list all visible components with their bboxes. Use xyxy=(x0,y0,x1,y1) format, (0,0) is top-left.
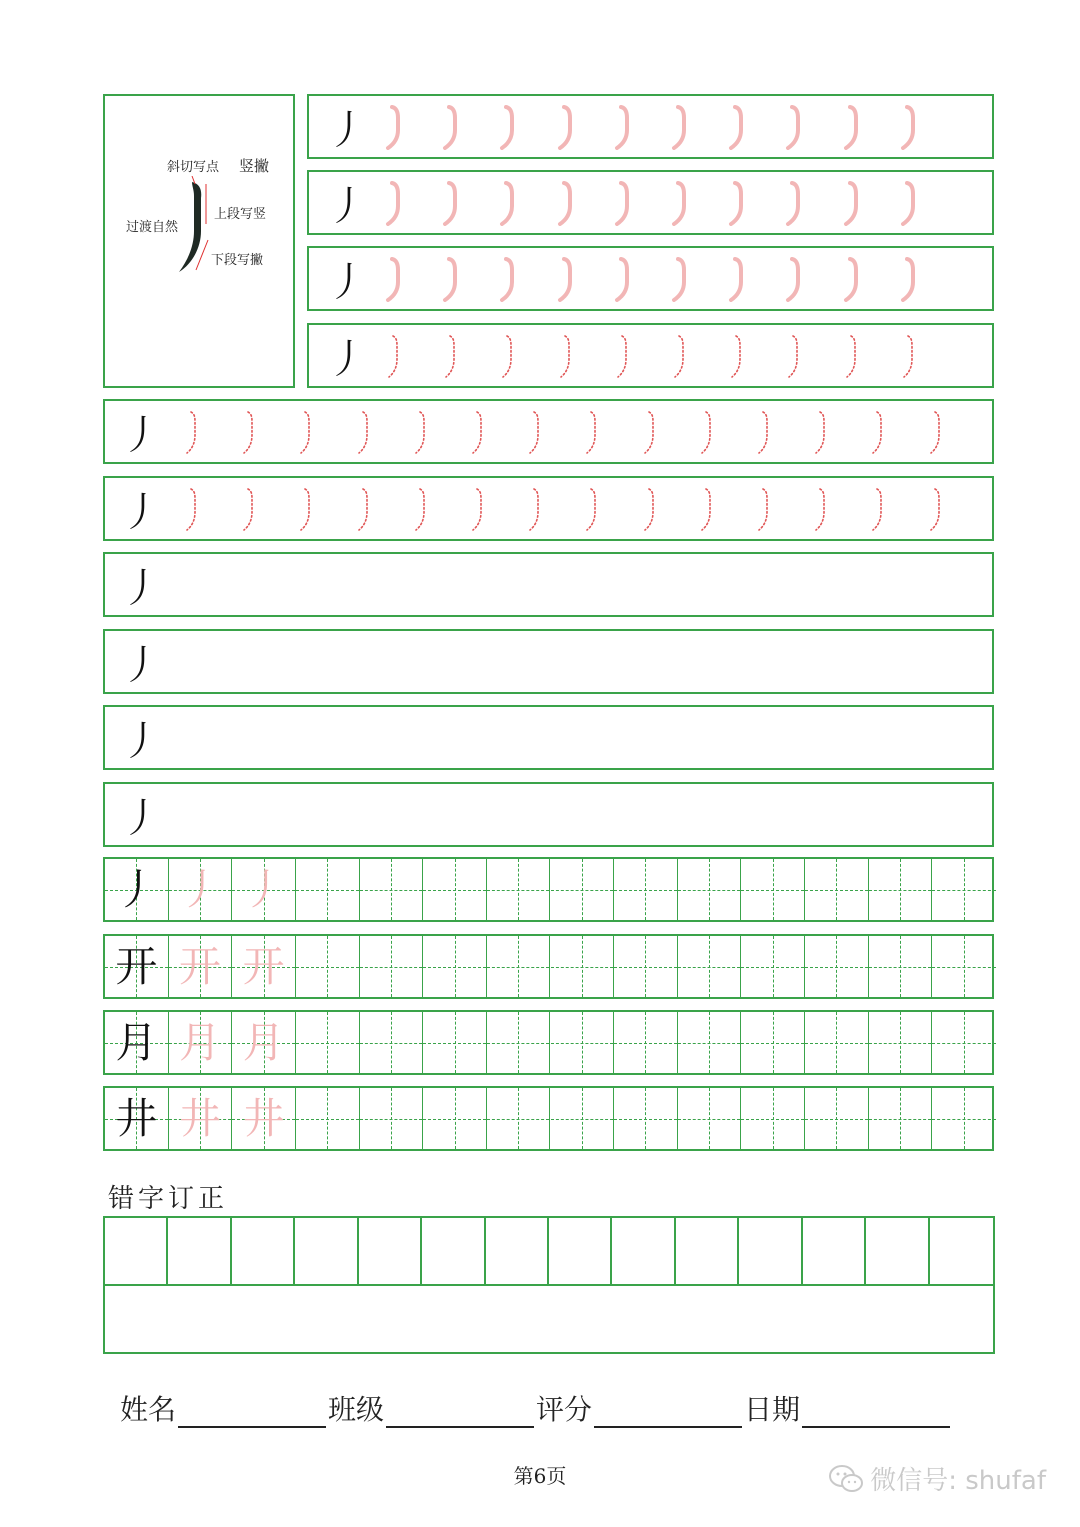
grid-guide-horizontal xyxy=(741,890,804,891)
grid-cell[interactable] xyxy=(614,1088,678,1149)
grid-guide-horizontal xyxy=(551,1043,614,1044)
grid-guide-horizontal xyxy=(423,1043,486,1044)
grid-guide-horizontal xyxy=(614,967,677,968)
trace-stroke xyxy=(900,104,920,150)
grid-cell[interactable] xyxy=(869,1012,933,1073)
correction-cell[interactable] xyxy=(739,1218,802,1284)
grid-cell[interactable] xyxy=(741,1012,805,1073)
grid-guide-horizontal xyxy=(741,1043,804,1044)
trace-stroke xyxy=(355,409,375,455)
grid-guide-horizontal xyxy=(805,890,868,891)
trace-stroke xyxy=(900,180,920,226)
stroke-row-7 xyxy=(103,552,994,617)
trace-stroke xyxy=(927,409,947,455)
date-label: 日期 xyxy=(744,1393,801,1426)
trace-stroke xyxy=(671,256,691,302)
grid-cell[interactable] xyxy=(741,936,805,997)
correction-cell[interactable] xyxy=(803,1218,866,1284)
grid-cell[interactable] xyxy=(869,936,933,997)
grid-cell[interactable] xyxy=(232,936,296,997)
grid-cell[interactable] xyxy=(932,1088,996,1149)
grid-guide-horizontal xyxy=(296,967,359,968)
grid-cell[interactable] xyxy=(869,859,933,920)
grid-cell[interactable] xyxy=(105,1012,169,1073)
trace-stroke xyxy=(728,180,748,226)
trace-stroke xyxy=(698,486,718,532)
grid-cell[interactable] xyxy=(232,1088,296,1149)
correction-cell[interactable] xyxy=(930,1218,993,1284)
trace-stroke xyxy=(869,486,889,532)
trace-stroke xyxy=(900,256,920,302)
grid-cell[interactable] xyxy=(741,859,805,920)
grid-cell[interactable] xyxy=(169,859,233,920)
trace-stroke xyxy=(526,409,546,455)
grid-cell[interactable] xyxy=(423,1088,487,1149)
trace-stroke xyxy=(557,180,577,226)
stroke-row-10 xyxy=(103,782,994,847)
date-field[interactable] xyxy=(744,1388,952,1428)
correction-cell[interactable] xyxy=(295,1218,358,1284)
trace-stroke xyxy=(183,409,203,455)
grid-cell[interactable] xyxy=(487,1012,551,1073)
trace-stroke xyxy=(812,486,832,532)
trace-stroke xyxy=(385,256,405,302)
trace-stroke xyxy=(526,486,546,532)
grid-guide-horizontal xyxy=(869,890,932,891)
correction-cell[interactable] xyxy=(676,1218,739,1284)
correction-cell[interactable] xyxy=(612,1218,675,1284)
grid-cell[interactable] xyxy=(678,1012,742,1073)
trace-stroke xyxy=(499,256,519,302)
trace-stroke xyxy=(728,104,748,150)
grid-guide-horizontal xyxy=(551,967,614,968)
trace-stroke xyxy=(469,409,489,455)
grid-cell[interactable] xyxy=(296,936,360,997)
trace-stroke xyxy=(671,180,691,226)
grid-guide-horizontal xyxy=(932,1043,996,1044)
trace-character: 开 xyxy=(242,941,285,991)
grid-cell[interactable] xyxy=(487,936,551,997)
trace-stroke xyxy=(614,104,634,150)
grid-cell[interactable] xyxy=(805,936,869,997)
trace-stroke xyxy=(499,333,519,379)
trace-stroke xyxy=(728,256,748,302)
trace-stroke xyxy=(785,180,805,226)
trace-stroke xyxy=(755,409,775,455)
trace-stroke xyxy=(785,333,805,379)
grid-cell[interactable] xyxy=(360,936,424,997)
grid-cell[interactable] xyxy=(551,1088,615,1149)
grid-guide-horizontal xyxy=(551,1119,614,1120)
grid-cell[interactable] xyxy=(614,859,678,920)
grid-cell[interactable] xyxy=(105,1088,169,1149)
grid-guide-horizontal xyxy=(423,890,486,891)
grid-cell[interactable] xyxy=(932,859,996,920)
grid-guide-horizontal xyxy=(678,1119,741,1120)
grid-cell[interactable] xyxy=(296,1012,360,1073)
trace-character: 丿 xyxy=(242,864,285,914)
trace-stroke xyxy=(843,256,863,302)
note-transition: 过渡自然 xyxy=(126,220,179,235)
name-field[interactable] xyxy=(120,1388,328,1428)
char-grid-row-4 xyxy=(103,1086,994,1151)
grid-cell[interactable] xyxy=(423,859,487,920)
grid-guide-horizontal xyxy=(678,1043,741,1044)
grid-guide-horizontal xyxy=(678,967,741,968)
stroke-row-6 xyxy=(103,476,994,541)
grid-guide-horizontal xyxy=(805,1043,868,1044)
stroke-row-9 xyxy=(103,705,994,770)
grid-cell[interactable] xyxy=(487,1088,551,1149)
char-grid-row-1 xyxy=(103,857,994,922)
grid-cell[interactable] xyxy=(105,859,169,920)
stroke-row-1 xyxy=(307,94,994,159)
correction-cell[interactable] xyxy=(232,1218,295,1284)
trace-stroke xyxy=(297,409,317,455)
grid-guide-horizontal xyxy=(805,967,868,968)
grid-guide-horizontal xyxy=(614,1119,677,1120)
trace-stroke xyxy=(614,256,634,302)
model-character: 月 xyxy=(115,1017,158,1067)
trace-stroke xyxy=(812,409,832,455)
char-grid-row-2 xyxy=(103,934,994,999)
trace-stroke xyxy=(240,409,260,455)
class-blank[interactable] xyxy=(386,1396,534,1428)
grid-cell[interactable] xyxy=(487,859,551,920)
grid-cell[interactable] xyxy=(105,936,169,997)
trace-stroke xyxy=(614,180,634,226)
grid-cell[interactable] xyxy=(296,859,360,920)
trace-stroke xyxy=(843,333,863,379)
stroke-row-3 xyxy=(307,246,994,311)
trace-stroke xyxy=(671,333,691,379)
trace-stroke xyxy=(641,486,661,532)
trace-character: 月 xyxy=(178,1017,221,1067)
trace-character: 井 xyxy=(242,1093,285,1143)
trace-stroke xyxy=(557,256,577,302)
trace-stroke xyxy=(583,486,603,532)
trace-stroke xyxy=(442,104,462,150)
student-info-fields xyxy=(120,1388,952,1428)
grid-cell[interactable] xyxy=(678,859,742,920)
correction-cell[interactable] xyxy=(866,1218,929,1284)
model-stroke: 丿 xyxy=(121,565,161,611)
model-stroke: 丿 xyxy=(121,489,161,535)
grid-guide-horizontal xyxy=(296,1119,359,1120)
grid-cell[interactable] xyxy=(551,1012,615,1073)
class-field[interactable] xyxy=(328,1388,536,1428)
stroke-row-2 xyxy=(307,170,994,235)
grid-cell[interactable] xyxy=(360,1088,424,1149)
grid-guide-horizontal xyxy=(869,1043,932,1044)
date-blank[interactable] xyxy=(802,1396,950,1428)
grid-guide-horizontal xyxy=(487,890,550,891)
stroke-reference-box xyxy=(103,94,295,388)
trace-stroke xyxy=(183,486,203,532)
grid-guide-horizontal xyxy=(932,1119,996,1120)
grid-cell[interactable] xyxy=(423,936,487,997)
trace-stroke xyxy=(843,104,863,150)
class-label: 班级 xyxy=(328,1393,385,1426)
grid-cell[interactable] xyxy=(169,936,233,997)
grid-cell[interactable] xyxy=(551,936,615,997)
trace-stroke xyxy=(698,409,718,455)
trace-stroke xyxy=(557,104,577,150)
model-stroke: 丿 xyxy=(121,718,161,764)
char-grid-row-3 xyxy=(103,1010,994,1075)
trace-stroke xyxy=(785,104,805,150)
trace-stroke xyxy=(469,486,489,532)
page-number: 第6页 xyxy=(513,1464,567,1488)
trace-stroke xyxy=(641,409,661,455)
trace-stroke xyxy=(385,333,405,379)
grid-cell[interactable] xyxy=(805,859,869,920)
trace-stroke xyxy=(900,333,920,379)
model-stroke: 丿 xyxy=(121,795,161,841)
trace-stroke xyxy=(671,104,691,150)
grid-cell[interactable] xyxy=(360,859,424,920)
grid-guide-horizontal xyxy=(932,890,996,891)
trace-stroke xyxy=(785,256,805,302)
grid-guide-horizontal xyxy=(360,1043,423,1044)
grid-guide-horizontal xyxy=(360,967,423,968)
correction-cell[interactable] xyxy=(105,1218,168,1284)
grid-guide-horizontal xyxy=(423,967,486,968)
note-upper-vertical: 上段写竖 xyxy=(214,207,267,222)
score-blank[interactable] xyxy=(594,1396,742,1428)
trace-stroke xyxy=(442,180,462,226)
trace-character: 开 xyxy=(178,941,221,991)
trace-stroke xyxy=(297,486,317,532)
trace-character: 井 xyxy=(178,1093,221,1143)
trace-stroke xyxy=(412,409,432,455)
trace-stroke xyxy=(927,486,947,532)
name-blank[interactable] xyxy=(178,1396,326,1428)
grid-guide-horizontal xyxy=(487,967,550,968)
grid-guide-horizontal xyxy=(741,1119,804,1120)
stroke-row-8 xyxy=(103,629,994,694)
grid-guide-horizontal xyxy=(487,1119,550,1120)
grid-cell[interactable] xyxy=(805,1012,869,1073)
model-stroke: 丿 xyxy=(327,183,367,229)
correction-cell[interactable] xyxy=(549,1218,612,1284)
grid-cell[interactable] xyxy=(551,859,615,920)
correction-cell[interactable] xyxy=(486,1218,549,1284)
model-character: 井 xyxy=(115,1093,158,1143)
grid-cell[interactable] xyxy=(232,1012,296,1073)
model-stroke: 丿 xyxy=(327,107,367,153)
grid-guide-horizontal xyxy=(360,1119,423,1120)
trace-stroke xyxy=(557,333,577,379)
stroke-name: 竖撇 xyxy=(239,157,270,175)
watermark xyxy=(828,1460,1046,1497)
grid-guide-horizontal xyxy=(614,1043,677,1044)
correction-title: 错字订正 xyxy=(108,1184,229,1214)
score-field[interactable] xyxy=(536,1388,744,1428)
correction-cell[interactable] xyxy=(422,1218,485,1284)
correction-cell[interactable] xyxy=(359,1218,422,1284)
grid-guide-horizontal xyxy=(551,890,614,891)
grid-cell[interactable] xyxy=(360,1012,424,1073)
grid-cell[interactable] xyxy=(678,936,742,997)
brush-stroke-diagram xyxy=(170,176,215,276)
model-character: 开 xyxy=(115,941,158,991)
grid-guide-horizontal xyxy=(869,967,932,968)
trace-stroke xyxy=(728,333,748,379)
trace-stroke xyxy=(240,486,260,532)
grid-guide-horizontal xyxy=(487,1043,550,1044)
trace-stroke xyxy=(355,486,375,532)
trace-stroke xyxy=(442,256,462,302)
trace-stroke xyxy=(614,333,634,379)
trace-stroke xyxy=(499,104,519,150)
grid-cell[interactable] xyxy=(169,1088,233,1149)
model-character: 丿 xyxy=(115,864,158,914)
note-slant-cut: 斜切写点 xyxy=(167,160,220,175)
grid-cell[interactable] xyxy=(614,1012,678,1073)
grid-guide-horizontal xyxy=(360,890,423,891)
grid-cell[interactable] xyxy=(678,1088,742,1149)
trace-stroke xyxy=(385,180,405,226)
trace-stroke xyxy=(442,333,462,379)
trace-stroke xyxy=(412,486,432,532)
trace-stroke xyxy=(583,409,603,455)
trace-stroke xyxy=(499,180,519,226)
model-stroke: 丿 xyxy=(121,642,161,688)
correction-notes-box xyxy=(103,1284,995,1354)
correction-cell[interactable] xyxy=(168,1218,231,1284)
trace-stroke xyxy=(869,409,889,455)
grid-guide-horizontal xyxy=(296,1043,359,1044)
grid-cell[interactable] xyxy=(169,1012,233,1073)
wechat-icon xyxy=(828,1464,864,1494)
correction-cells xyxy=(103,1216,995,1286)
grid-cell[interactable] xyxy=(741,1088,805,1149)
grid-cell[interactable] xyxy=(932,936,996,997)
score-label: 评分 xyxy=(536,1393,593,1426)
model-stroke: 丿 xyxy=(327,259,367,305)
watermark-text: 微信号: shufaf xyxy=(870,1466,1046,1496)
trace-stroke xyxy=(843,180,863,226)
grid-cell[interactable] xyxy=(232,859,296,920)
grid-guide-horizontal xyxy=(869,1119,932,1120)
grid-cell[interactable] xyxy=(869,1088,933,1149)
grid-guide-horizontal xyxy=(423,1119,486,1120)
grid-guide-horizontal xyxy=(614,890,677,891)
trace-stroke xyxy=(385,104,405,150)
model-stroke: 丿 xyxy=(327,336,367,382)
stroke-row-5 xyxy=(103,399,994,464)
stroke-row-4 xyxy=(307,323,994,388)
trace-character: 丿 xyxy=(178,864,221,914)
grid-cell[interactable] xyxy=(423,1012,487,1073)
grid-guide-horizontal xyxy=(741,967,804,968)
grid-guide-horizontal xyxy=(296,890,359,891)
grid-cell[interactable] xyxy=(805,1088,869,1149)
note-lower-sweep: 下段写撇 xyxy=(211,253,264,268)
grid-cell[interactable] xyxy=(614,936,678,997)
grid-cell[interactable] xyxy=(296,1088,360,1149)
grid-guide-horizontal xyxy=(932,967,996,968)
trace-character: 月 xyxy=(242,1017,285,1067)
name-label: 姓名 xyxy=(120,1393,177,1426)
model-stroke: 丿 xyxy=(121,412,161,458)
trace-stroke xyxy=(755,486,775,532)
grid-cell[interactable] xyxy=(932,1012,996,1073)
grid-guide-horizontal xyxy=(678,890,741,891)
grid-guide-horizontal xyxy=(805,1119,868,1120)
